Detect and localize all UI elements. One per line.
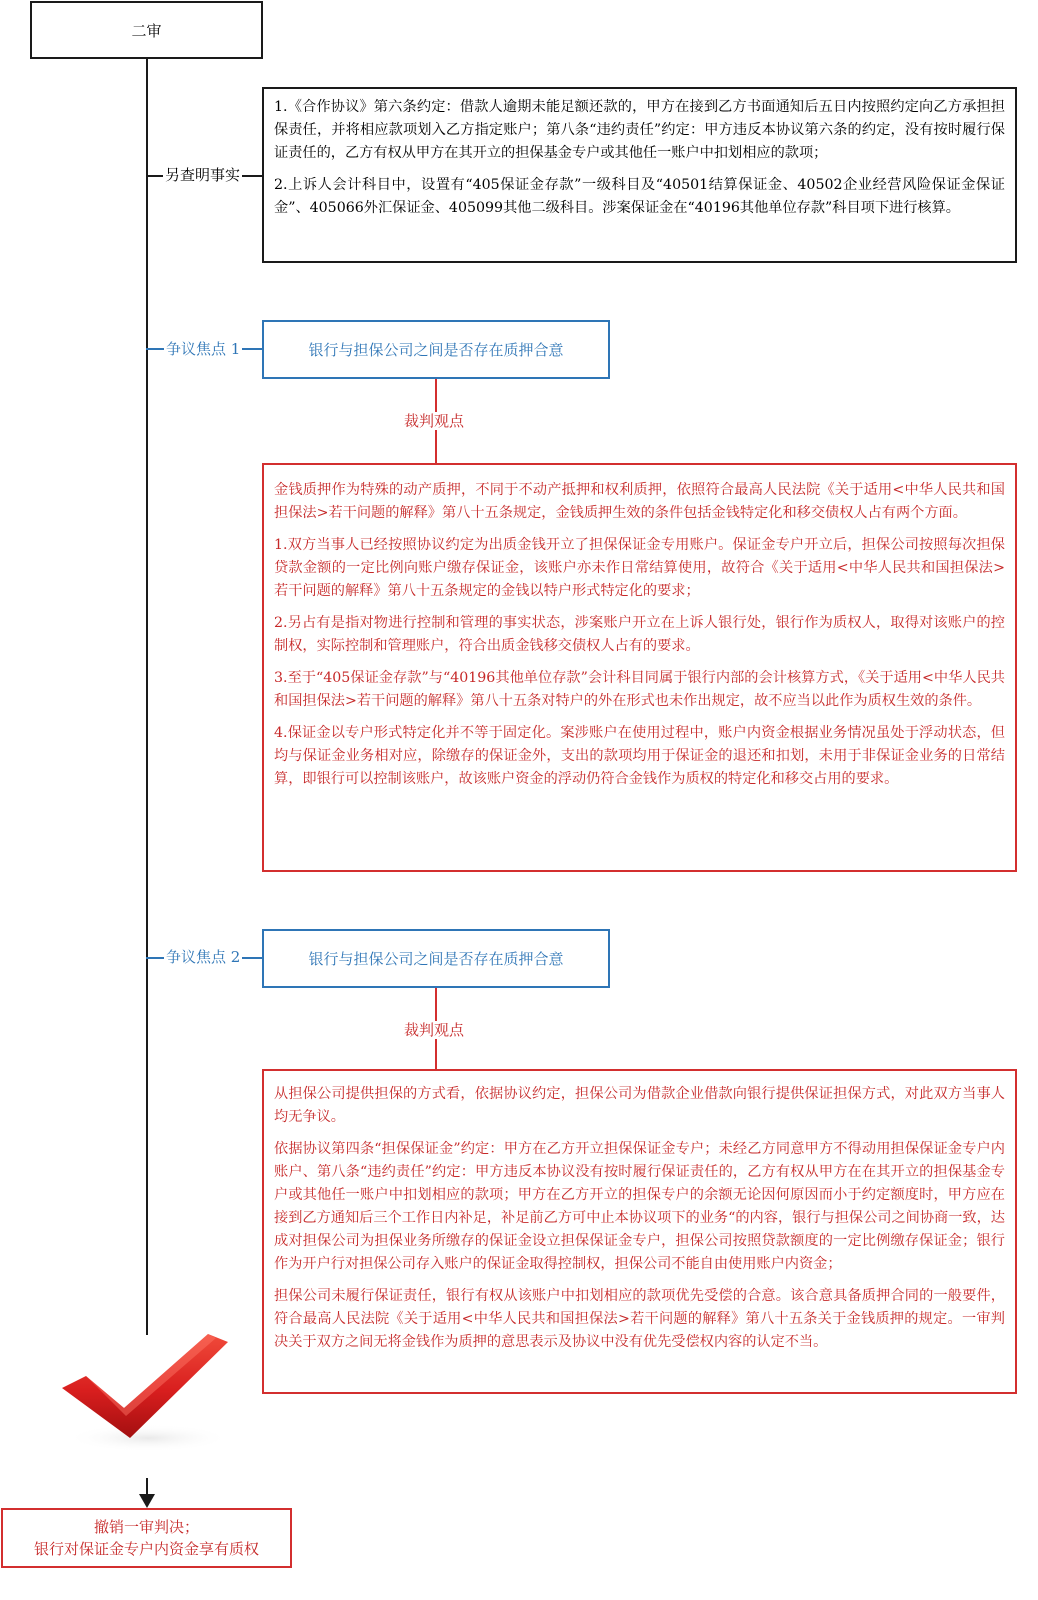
issue1-verdict-point-1: 1.双方当事人已经按照协议约定为出质金钱开立了担保保证金专用账户。保证金专户开立后，担保公司按照每次担保贷款金额的一定比例向账户缴存保证金，该账户亦未作日常结算使用，故符合《关于适用<中华人民共和国担保法>若干问题的解释》第八十五条规定的金钱以特户形式特定化的要求；: [274, 537, 1005, 599]
issue2-branch-label: 争议焦点 2: [166, 948, 241, 966]
issue1-title-box: [262, 320, 610, 379]
issue1-verdict-point-4: 4.保证金以专户形式特定化并不等于固定化。案涉账户在使用过程中，账户内资金根据业务情况虽处于浮动状态，但均与保证金业务相对应，除缴存的保证金外，支出的款项均用于保证金的退还和扣划，未用于非保证金业务的日常结算，即银行可以控制该账户，故该账户资金的浮动仍符合金钱作为质权的特定化和移交占用的要求。: [274, 725, 1005, 787]
arrow-down-icon: [139, 1494, 155, 1508]
final-result-box: [1, 1508, 292, 1568]
issue2-verdict-paragraph-3: 担保公司未履行保证责任，银行有权从该账户中扣划相应的款项优先受偿的合意。该合意具备质押合同的一般要件，符合最高人民法院《关于适用<中华人民共和国担保法>若干问题的解释》第八十五条关于金钱质押的规定。一审判决关于双方之间无将金钱作为质押的意思表示及协议中没有优先受偿权内容的认定不当。: [274, 1288, 1005, 1350]
final-result-line-1: 撤销一审判决；: [93, 1518, 199, 1536]
facts-paragraph-2: 2.上诉人会计科目中，设置有“405保证金存款”一级科目及“40501结算保证金、40502企业经营风险保证金保证金”、405066外汇保证金、405099其他二级科目。涉案保证金在“40196其他单位存款”科目项下进行核算。: [274, 177, 1005, 216]
issue2-verdict-box: [262, 1069, 1017, 1394]
final-result-line-2: 银行对保证金专户内资金享有质权: [33, 1540, 259, 1558]
main-spine-line: [146, 58, 148, 1335]
top-stage-box: [30, 1, 263, 59]
issue1-verdict-intro: 金钱质押作为特殊的动产质押，不同于不动产抵押和权利质押，依照符合最高人民法院《关于适用<中华人民共和国担保法>若干问题的解释》第八十五条规定，金钱质押生效的条件包括金钱特定化和移交债权人占有两个方面。: [274, 482, 1005, 521]
issue1-verdict-label: 裁判观点: [404, 412, 465, 430]
top-stage-title: 二审: [131, 21, 162, 40]
issue2-verdict-paragraph-2: 依据协议第四条“担保保证金”约定：甲方在乙方开立担保保证金专户；未经乙方同意甲方不得动用担保保证金专户内账户、第八条“违约责任”约定：甲方违反本协议没有按时履行保证责任的，乙方有权从甲方在在其开立的担保基金专户或其他任一账户中扣划相应的款项；甲方在乙方开立的担保专户的余额无论因何原因而小于约定额度时，甲方应在接到乙方通知后三个工作日内补足，补足前乙方可中止本协议项下的业务“的内容，银行与担保公司之间协商一致，达成对担保公司为担保业务所缴存的保证金设立担保保证金专户，担保公司按照贷款额度的一定比例缴存保证金；银行作为开户行对担保公司存入账户的保证金取得控制权，担保公司不能自由使用账户内资金；: [274, 1141, 1005, 1272]
facts-box: [262, 87, 1017, 263]
issue2-verdict-label: 裁判观点: [404, 1021, 465, 1039]
issue1-verdict-point-3: 3.至于“405保证金存款”与“40196其他单位存款”会计科目同属于银行内部的会计核算方式，《关于适用<中华人民共和国担保法>若干问题的解释》第八十五条对特户的外在形式也未作出规定，故不应当以此作为质权生效的条件。: [274, 670, 1005, 709]
issue1-branch-label: 争议焦点 1: [166, 340, 241, 358]
facts-paragraph-1: 1.《合作协议》第六条约定：借款人逾期未能足额还款的，甲方在接到乙方书面通知后五日内按照约定向乙方承担担保责任，并将相应款项划入乙方指定账户；第八条“违约责任”约定：甲方违反本协议第六条的约定，没有按时履行保证责任的，乙方有权从甲方在其开立的担保基金专户或其他任一账户中扣划相应的款项；: [274, 99, 1005, 161]
facts-branch-label: 另查明事实: [165, 166, 241, 184]
issue1-verdict-point-2: 2.另占有是指对物进行控制和管理的事实状态，涉案账户开立在上诉人银行处，银行作为质权人，取得对该账户的控制权，实际控制和管理账户，符合出质金钱移交债权人占有的要求。: [274, 615, 1005, 654]
issue1-title: 银行与担保公司之间是否存在质押合意: [308, 341, 564, 359]
issue2-verdict-paragraph-1: 从担保公司提供担保的方式看，依据协议约定，担保公司为借款企业借款向银行提供保证担保方式，对此双方当事人均无争议。: [274, 1086, 1005, 1125]
issue2-title: 银行与担保公司之间是否存在质押合意: [308, 950, 564, 968]
issue1-verdict-box: [262, 463, 1017, 872]
checkmark-icon: [58, 1330, 234, 1456]
issue2-title-box: [262, 929, 610, 988]
